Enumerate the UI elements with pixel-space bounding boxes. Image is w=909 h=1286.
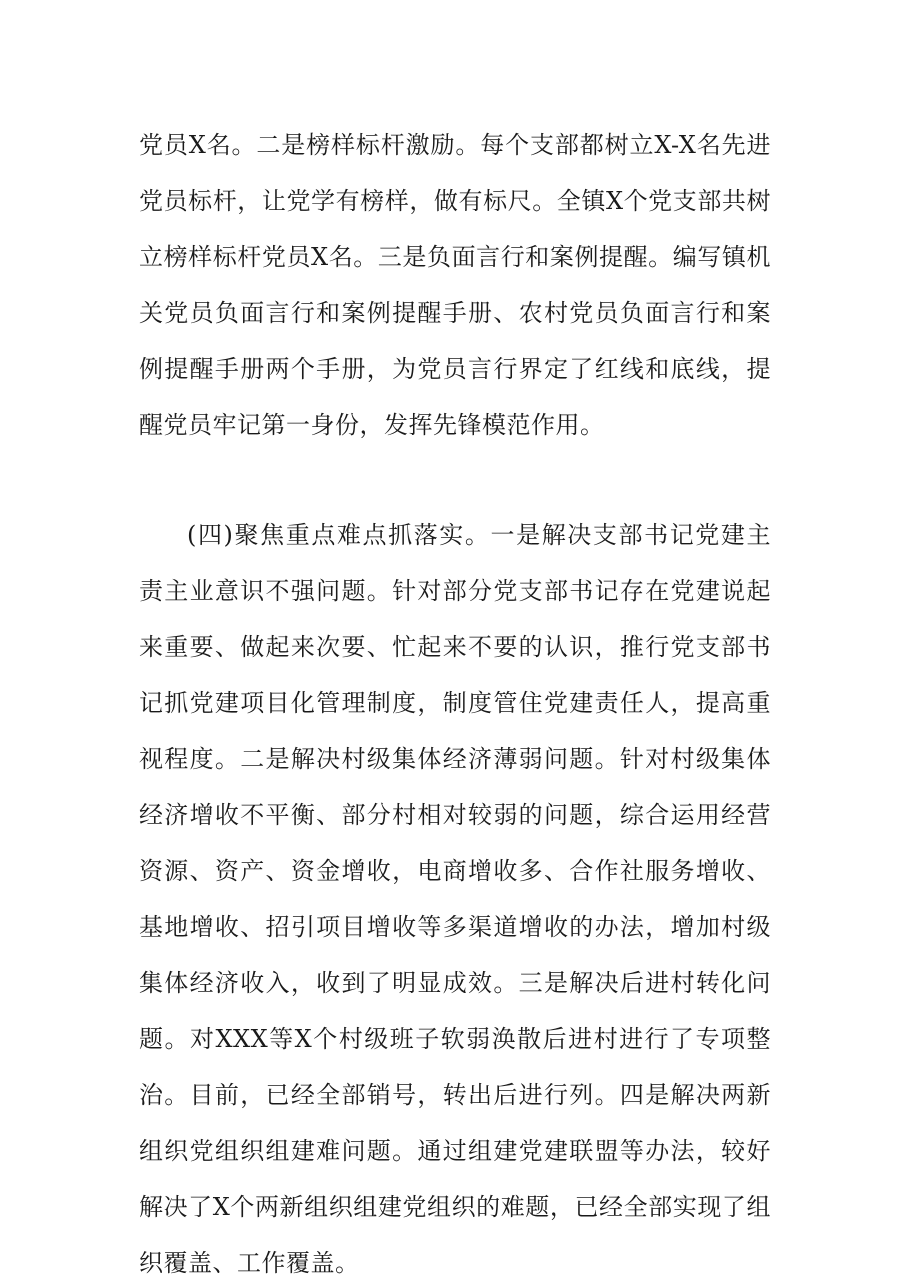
paragraph-2-line-11: 治。目前，已经全部销号，转出后进行列。四是解决两新 [139,1081,771,1109]
paragraph-2-line-3: 来重要、做起来次要、忙起来不要的认识，推行党支部书 [139,633,771,661]
paragraph-2-line-9: 集体经济收入，收到了明显成效。三是解决后进村转化问 [139,969,771,997]
paragraph-1-line-4: 关党员负面言行和案例提醒手册、农村党员负面言行和案 [139,299,771,327]
paragraph-2-line-13: 解决了X个两新组织组建党组织的难题，已经全部实现了组 [139,1193,771,1221]
paragraph-1-line-5: 例提醒手册两个手册，为党员言行界定了红线和底线，提 [139,355,771,383]
paragraph-2-line-2: 责主业意识不强问题。针对部分党支部书记存在党建说起 [139,577,771,605]
paragraph-1-line-3: 立榜样标杆党员X名。三是负面言行和案例提醒。编写镇机 [139,243,771,271]
paragraph-2-line-7: 资源、资产、资金增收，电商增收多、合作社服务增收、 [139,857,771,885]
paragraph-2-line-5: 视程度。二是解决村级集体经济薄弱问题。针对村级集体 [139,745,771,773]
paragraph-2-line-12: 组织党组织组建难问题。通过组建党建联盟等办法，较好 [139,1137,771,1165]
paragraph-2-line-10: 题。对XXX等X个村级班子软弱涣散后进村进行了专项整 [139,1025,771,1053]
paragraph-2-line-8: 基地增收、招引项目增收等多渠道增收的办法，增加村级 [139,913,771,941]
paragraph-1-line-6: 醒党员牢记第一身份，发挥先锋模范作用。 [139,411,605,439]
paragraph-2-line-1: (四)聚焦重点难点抓落实。一是解决支部书记党建主 [187,521,771,549]
paragraph-2-line-14: 织覆盖、工作覆盖。 [139,1249,360,1277]
paragraph-1-line-1: 党员X名。二是榜样标杆激励。每个支部都树立X-X名先进 [139,131,771,159]
paragraph-1-line-2: 党员标杆，让党学有榜样，做有标尺。全镇X个党支部共树 [139,187,771,215]
paragraph-2-line-4: 记抓党建项目化管理制度，制度管住党建责任人，提高重 [139,689,771,717]
paragraph-2-line-6: 经济增收不平衡、部分村相对较弱的问题，综合运用经营 [139,801,771,829]
